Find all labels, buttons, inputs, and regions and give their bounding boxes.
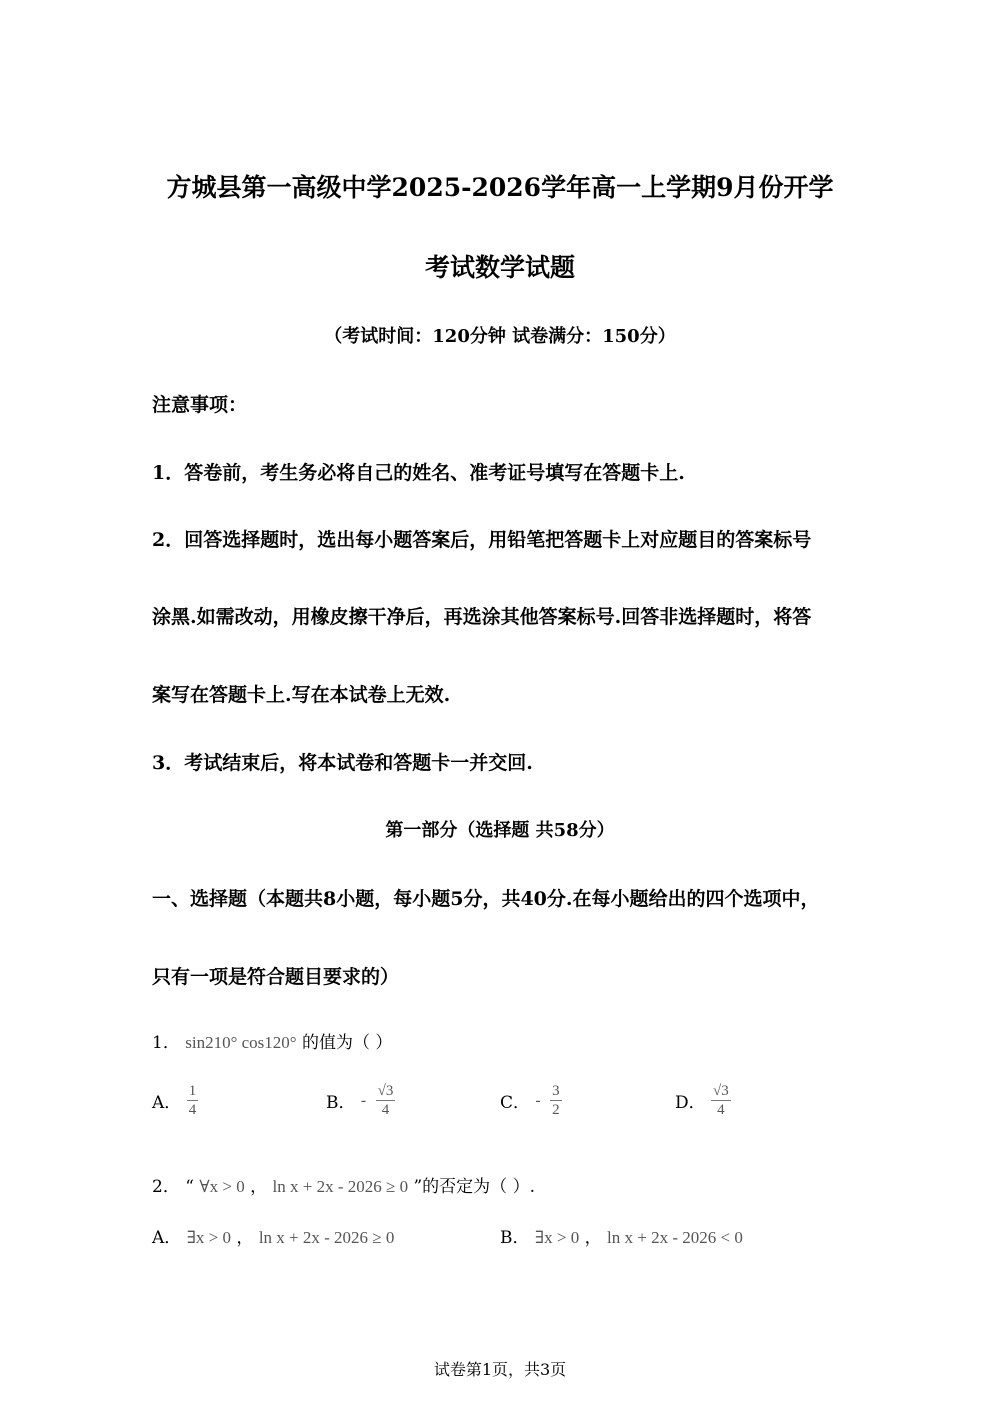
fraction-denominator: 4	[381, 1102, 390, 1118]
open-quote: “	[185, 1177, 194, 1197]
option-label: C．	[500, 1093, 531, 1113]
notice-heading: 注意事项：	[152, 394, 248, 416]
quantifier-expression: ∀x > 0	[199, 1177, 245, 1196]
option-fraction	[550, 1082, 562, 1119]
section1-line1: 一、选择题（本题共8小题，每小题5分，共40分.在每小题给出的四个选项中，	[152, 888, 820, 910]
part1-heading: 第一部分（选择题 共58分）	[385, 820, 615, 841]
fraction-denominator: 4	[717, 1102, 725, 1118]
quantifier-expression: ∃x > 0	[534, 1228, 580, 1247]
fraction-numerator: √3	[377, 1083, 394, 1099]
question-2	[152, 1172, 535, 1197]
exam-title-line1: 方城县第一高级中学2025-2026学年高一上学期9月份开学	[166, 173, 834, 202]
notice-item-3: 3．考试结束后，将本试卷和答题卡一并交回.	[152, 752, 533, 774]
q2-option-a[interactable]	[152, 1223, 394, 1248]
question-expression: sin210° cos120°	[185, 1033, 297, 1052]
quantifier-expression: ∃x > 0	[186, 1228, 231, 1247]
inequality-expression: ln x + 2x - 2026 ≥ 0	[272, 1177, 409, 1196]
comma: ，	[236, 1228, 254, 1248]
fraction-numerator: 3	[552, 1083, 560, 1099]
option-label: A．	[152, 1093, 182, 1113]
negative-sign: -	[535, 1091, 541, 1109]
exam-title-line2: 考试数学试题	[424, 253, 575, 282]
question-number: 1．	[152, 1033, 180, 1053]
notice-item-1: 1．答卷前，考生务必将自己的姓名、准考证号填写在答题卡上.	[152, 462, 685, 484]
option-label: B．	[500, 1228, 530, 1248]
question-text: ”的否定为（ ）.	[413, 1177, 535, 1197]
comma: ，	[250, 1177, 268, 1197]
q1-option-d[interactable]	[675, 1082, 731, 1119]
fraction-numerator: 1	[188, 1083, 197, 1099]
notice-item-2-line1: 2．回答选择题时，选出每小题答案后，用铅笔把答题卡上对应题目的答案标号	[152, 529, 812, 551]
option-fraction	[187, 1082, 199, 1119]
option-label: B．	[326, 1093, 356, 1113]
q1-option-b[interactable]	[326, 1082, 395, 1119]
page-footer: 试卷第1页，共3页	[433, 1360, 567, 1379]
question-number: 2．	[152, 1177, 180, 1197]
fraction-denominator: 2	[552, 1102, 560, 1118]
option-fraction	[376, 1082, 396, 1119]
section1-line2: 只有一项是符合题目要求的）	[152, 966, 400, 988]
option-fraction	[711, 1082, 731, 1119]
notice-item-2-line3: 案写在答题卡上.写在本试卷上无效.	[152, 684, 451, 706]
q2-option-b[interactable]	[500, 1223, 743, 1248]
negative-sign: -	[360, 1091, 367, 1109]
q1-option-a[interactable]	[152, 1082, 198, 1119]
q1-option-c[interactable]	[500, 1082, 562, 1119]
notice-item-2-line2: 涂黑.如需改动，用橡皮擦干净后，再选涂其他答案标号.回答非选择题时，将答	[152, 606, 812, 628]
fraction-numerator: √3	[713, 1083, 729, 1099]
fraction-denominator: 4	[188, 1102, 197, 1118]
inequality-expression: ln x + 2x - 2026 ≥ 0	[258, 1228, 395, 1247]
option-label: D．	[675, 1093, 706, 1113]
question-text: 的值为（ ）	[302, 1033, 393, 1053]
option-label: A．	[152, 1228, 182, 1248]
question-1	[152, 1028, 392, 1053]
comma: ，	[584, 1228, 602, 1248]
inequality-expression: ln x + 2x - 2026 < 0	[607, 1228, 743, 1247]
exam-info: （考试时间：120分钟 试卷满分：150分）	[324, 326, 676, 347]
